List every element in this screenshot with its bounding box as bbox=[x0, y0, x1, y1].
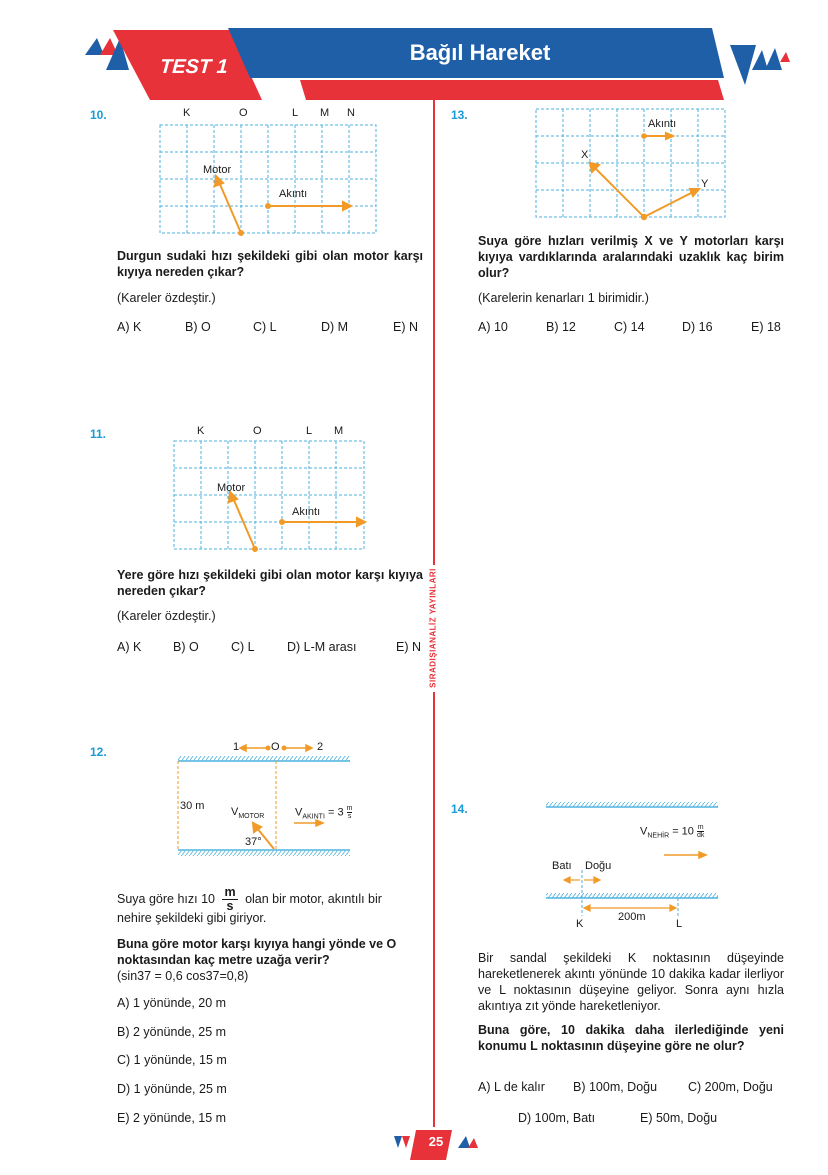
q11-option-c[interactable]: C) L bbox=[231, 640, 255, 654]
column-divider-lower bbox=[433, 692, 435, 1127]
left-triangle-deco bbox=[85, 38, 104, 55]
q14-text: Bir sandal şekildeki K noktasının düşeyinde hareketlenerek akıntı yönünde 10 dakika kadar ilerliyor ve L noktasının düşeyine geliyor. Sonra aynı hızla akıntıya zıt yönde hareketleniyor. bbox=[478, 951, 784, 1013]
page-number: 25 bbox=[428, 1134, 444, 1149]
q14-option-d[interactable]: D) 100m, Batı bbox=[518, 1111, 596, 1125]
q14-l-label: L bbox=[676, 918, 683, 930]
q12-dir2: 2 bbox=[317, 741, 324, 753]
q13-option-d[interactable]: D) 16 bbox=[682, 320, 713, 334]
q10-motor-arrow bbox=[219, 182, 241, 233]
q11-question: Yere göre hızı şekildeki gibi olan motor karşı kıyıya nereden çıkar? bbox=[117, 568, 423, 598]
q10-label-l: L bbox=[292, 107, 299, 119]
q13-option-c[interactable]: C) 14 bbox=[614, 320, 645, 334]
q12-v-motor-label: $V_{MOTOR}$ bbox=[231, 806, 265, 821]
q12-dir-o: O bbox=[271, 741, 280, 753]
q12-option-e[interactable]: E) 2 yönünde, 15 m bbox=[117, 1111, 227, 1125]
q10-label-k: K bbox=[183, 107, 191, 119]
q11-current-label: Akıntı bbox=[292, 506, 321, 518]
q12-option-a[interactable]: A) 1 yönünde, 20 m bbox=[117, 996, 227, 1010]
q14-question: Buna göre, 10 dakika daha ilerlediğinde yeni konumu L noktasının düşeyine göre ne olur? bbox=[478, 1023, 784, 1053]
q10-option-c[interactable]: C) L bbox=[253, 320, 277, 334]
q10-question: Durgun sudaki hızı şekildeki gibi olan motor karşı kıyıya nereden çıkar? bbox=[117, 249, 423, 279]
q11-label-k: K bbox=[197, 425, 205, 437]
q11-motor-label: Motor bbox=[217, 482, 246, 494]
q10-option-d[interactable]: D) M bbox=[321, 320, 349, 334]
page-title: Bağıl Hareket bbox=[409, 40, 551, 65]
right-triangle-deco bbox=[730, 45, 756, 85]
q13-x-label: X bbox=[581, 149, 589, 161]
q14-west-label: Batı bbox=[552, 860, 572, 872]
q14-option-c[interactable]: C) 200m, Doğu bbox=[688, 1080, 773, 1094]
q13-y-arrow bbox=[644, 192, 693, 217]
question-14-number: 14. bbox=[451, 802, 468, 816]
q10-motor-label: Motor bbox=[203, 164, 232, 176]
question-11-number: 11. bbox=[90, 427, 107, 441]
question-12-number: 12. bbox=[90, 745, 107, 759]
q14-option-e[interactable]: E) 50m, Doğu bbox=[640, 1111, 718, 1125]
q10-note: (Kareler özdeştir.) bbox=[117, 291, 216, 305]
q11-note: (Kareler özdeştir.) bbox=[117, 609, 216, 623]
q12-option-b[interactable]: B) 2 yönünde, 25 m bbox=[117, 1025, 227, 1039]
q14-option-b[interactable]: B) 100m, Doğu bbox=[573, 1080, 658, 1094]
q13-note: (Karelerin kenarları 1 birimidir.) bbox=[478, 291, 649, 305]
q11-motor-arrow bbox=[233, 498, 255, 549]
q13-grid-figure bbox=[530, 104, 735, 229]
q11-label-o: O bbox=[253, 425, 262, 437]
q12-text-line2: nehire şekildeki gibi giriyor. bbox=[117, 911, 267, 925]
test-label: TEST 1 bbox=[159, 56, 229, 78]
q13-y-label: Y bbox=[701, 178, 709, 190]
q13-option-b[interactable]: B) 12 bbox=[546, 320, 576, 334]
q12-angle-label: 37° bbox=[245, 836, 262, 848]
q11-option-a[interactable]: A) K bbox=[117, 640, 142, 654]
q14-option-a[interactable]: A) L de kalır bbox=[478, 1080, 545, 1094]
q14-k-label: K bbox=[576, 918, 584, 930]
q10-option-e[interactable]: E) N bbox=[393, 320, 418, 334]
column-divider bbox=[433, 100, 435, 565]
q13-option-a[interactable]: A) 10 bbox=[478, 320, 508, 334]
q10-label-m: M bbox=[320, 107, 330, 119]
q11-option-e[interactable]: E) N bbox=[396, 640, 421, 654]
question-10-number: 10. bbox=[90, 108, 107, 122]
q13-current-label: Akıntı bbox=[648, 118, 677, 130]
q12-option-c[interactable]: C) 1 yönünde, 15 m bbox=[117, 1053, 227, 1067]
q13-x-arrow bbox=[595, 168, 644, 217]
q12-dir1: 1 bbox=[233, 741, 240, 753]
q10-option-a[interactable]: A) K bbox=[117, 320, 142, 334]
q14-v-river-label: $V_{NEHİR} = 10$ $\frac{m}{dk}$ bbox=[640, 824, 705, 840]
q14-distance-label: 200m bbox=[618, 911, 646, 923]
publisher-vertical-text: SIRADIŞIANALİZ YAYINLARI bbox=[428, 568, 438, 688]
q11-option-d[interactable]: D) L-M arası bbox=[287, 640, 357, 654]
q13-question: Suya göre hızları verilmiş X ve Y motorları karşı kıyıya vardıklarında aralarındaki uzaklık kaç birim olur? bbox=[478, 234, 784, 280]
q11-label-l: L bbox=[306, 425, 313, 437]
q11-label-m: M bbox=[334, 425, 344, 437]
q12-v-current-label: $V_{AKINTI} = 3$ $\frac{m}{s}$ bbox=[295, 805, 353, 821]
q12-option-d[interactable]: D) 1 yönünde, 25 m bbox=[117, 1082, 227, 1096]
q10-label-o: O bbox=[239, 107, 248, 119]
q12-question: Buna göre motor karşı kıyıya hangi yönde ve O noktasından kaç metre uzağa verir? bbox=[117, 937, 397, 967]
q10-option-b[interactable]: B) O bbox=[185, 320, 211, 334]
q10-grid-figure bbox=[155, 120, 385, 240]
q12-given: (sin37 = 0,6 cos37=0,8) bbox=[117, 969, 249, 983]
q13-option-e[interactable]: E) 18 bbox=[751, 320, 781, 334]
q11-option-b[interactable]: B) O bbox=[173, 640, 199, 654]
question-13-number: 13. bbox=[451, 108, 468, 122]
q10-label-n: N bbox=[347, 107, 355, 119]
q12-width-label: 30 m bbox=[180, 800, 205, 812]
q10-current-label: Akıntı bbox=[279, 188, 308, 200]
q14-east-label: Doğu bbox=[585, 860, 612, 872]
q12-text-line1: Suya göre hızı 10 $\frac{m}{s}$ olan bir motor, akıntılı bir bbox=[117, 885, 382, 913]
q11-grid-figure bbox=[170, 436, 370, 556]
